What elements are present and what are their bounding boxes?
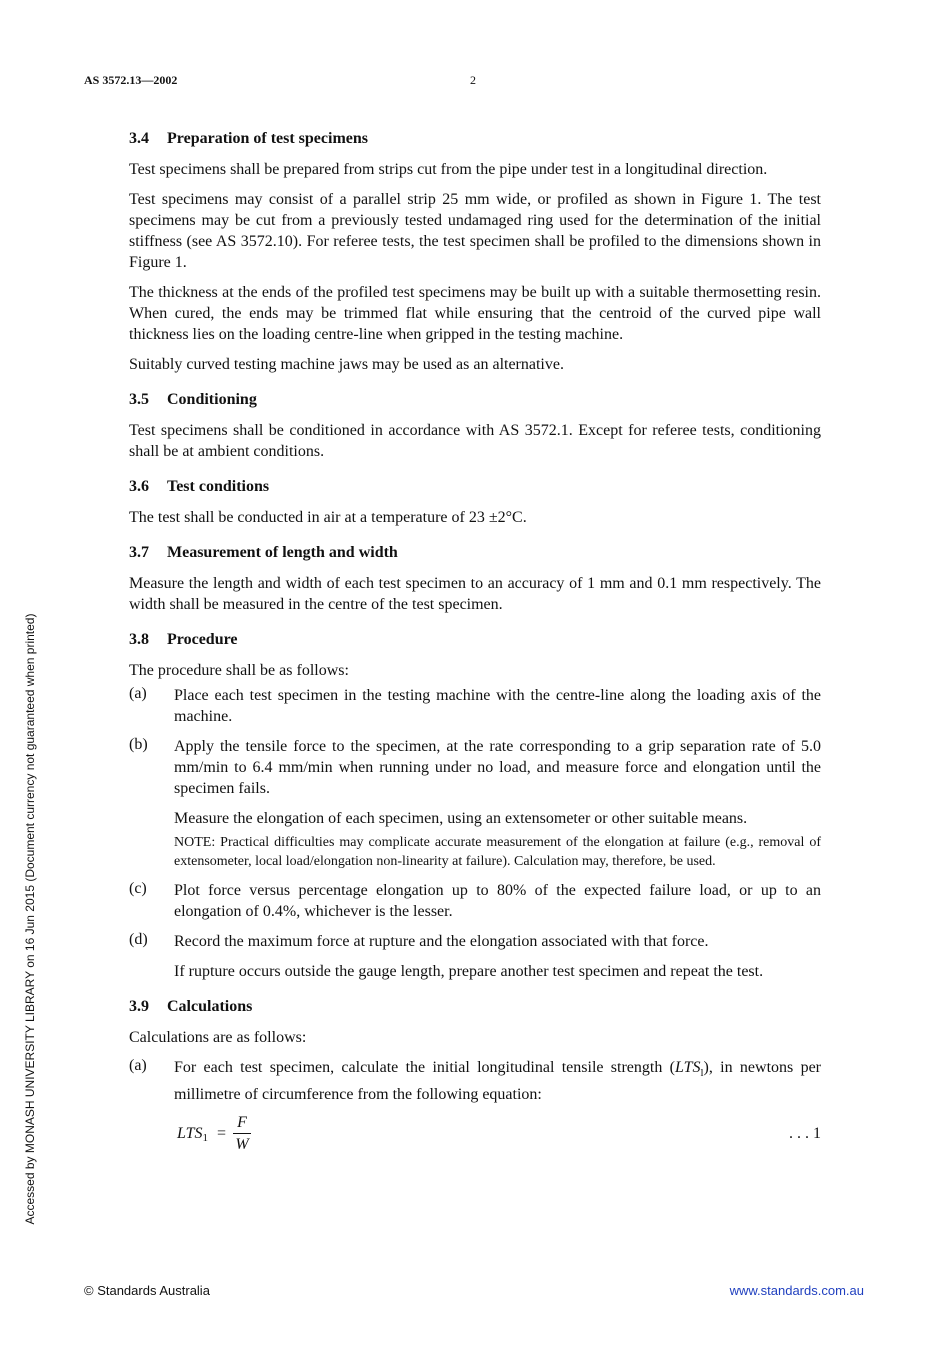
section-heading-3-7: [129, 542, 821, 564]
section-heading-3-9: [129, 996, 821, 1018]
list-text: If rupture occurs outside the gauge length, prepare another test specimen and repeat the test.: [174, 963, 764, 980]
paragraph: Test specimens shall be prepared from strips cut from the pipe under test in a longitudinal direction.: [129, 161, 768, 178]
section-number: 3.9: [129, 998, 149, 1015]
paragraph: Measure the length and width of each test specimen to an accuracy of 1 mm and 0.1 mm respectively. The width shall be measured in the centre of the test specimen.: [129, 575, 821, 613]
variable-lts: LTS: [674, 1059, 701, 1076]
equation-1: [129, 1113, 821, 1159]
list-item: [129, 736, 821, 871]
equation-number: . . . 1: [789, 1125, 821, 1143]
list-item: [129, 685, 821, 727]
paragraph: The thickness at the ends of the profiled test specimens may be built up with a suitable thermosetting resin. When cured, the ends may be trimmed flat while ensuring that the centroid of the curved pipe wall thickness lies on the loading centre-line when gripped in the testing machine.: [129, 284, 821, 343]
equation-lhs-var: LTS: [177, 1125, 203, 1143]
list-label: (d): [129, 931, 148, 948]
list-text: Record the maximum force at rupture and the elongation associated with that force.: [174, 933, 709, 950]
equation-numerator: F: [233, 1113, 251, 1134]
section-title: Measurement of length and width: [167, 544, 398, 561]
section-title: Calculations: [167, 998, 253, 1015]
list-text: Apply the tensile force to the specimen, at the rate corresponding to a grip separation rate of 5.0 mm/min to 6.4 mm/min when running under no load, and measure force and elongation until the specimen fails.: [174, 738, 821, 797]
section-title: Preparation of test specimens: [167, 130, 368, 147]
list-item: [129, 880, 821, 922]
section-title: Test conditions: [167, 478, 270, 495]
footer-website-link[interactable]: www.standards.com.au: [729, 1283, 864, 1298]
document-body: [129, 128, 821, 1159]
variable-subscript: l: [700, 1067, 704, 1080]
section-title: Conditioning: [167, 391, 257, 408]
list-label: (c): [129, 880, 147, 897]
section-heading-3-6: [129, 476, 821, 498]
header-doc-id: AS 3572.13—2002: [84, 73, 178, 87]
list-label: (a): [129, 685, 147, 702]
section-number: 3.4: [129, 130, 149, 147]
paragraph: Test specimens shall be conditioned in accordance with AS 3572.1. Except for referee tests, conditioning shall be at ambient conditions.: [129, 422, 821, 460]
equation-fraction: [233, 1113, 251, 1156]
text-fragment: For each test specimen, calculate the initial longitudinal tensile strength (: [174, 1059, 675, 1076]
list-item: [129, 931, 821, 982]
section-number: 3.6: [129, 478, 149, 495]
list-label: (a): [129, 1057, 147, 1074]
list-text: Plot force versus percentage elongation up to 80% of the expected failure load, or up to an elongation of 0.4%, whichever is the lesser.: [174, 882, 821, 920]
list-text: [174, 1057, 821, 1105]
paragraph: Calculations are as follows:: [129, 1029, 307, 1046]
section-heading-3-4: [129, 128, 821, 150]
section-number: 3.8: [129, 631, 149, 648]
list-label: (b): [129, 736, 148, 753]
list-item: [129, 1057, 821, 1105]
list-text: Measure the elongation of each specimen, using an extensometer or other suitable means.: [174, 810, 748, 827]
header-page-number: 2: [470, 73, 476, 87]
note-text: NOTE: Practical difficulties may complicate accurate measurement of the elongation at failure (e.g., removal of extensometer, local load/elongation non-linearity at failure). Calculation may, therefore, be used.: [174, 835, 821, 869]
list-text: Place each test specimen in the testing machine with the centre-line along the loading axis of the machine.: [174, 687, 821, 725]
equation-lhs-subscript: 1: [202, 1132, 208, 1145]
footer-copyright: © Standards Australia: [84, 1283, 210, 1298]
side-access-note: Accessed by MONASH UNIVERSITY LIBRARY on 16 Jun 2015 (Document currency not guaranteed when printed): [23, 613, 37, 1225]
equation-denominator: W: [235, 1136, 249, 1154]
section-heading-3-8: [129, 629, 821, 651]
section-number: 3.7: [129, 544, 149, 561]
paragraph: Test specimens may consist of a parallel strip 25 mm wide, or profiled as shown in Figure 1. The test specimens may be cut from a previously tested undamaged ring used for the determination of the initial stiffness (see AS 3572.10). For referee tests, the test specimen shall be profiled to the dimensions shown in Figure 1.: [129, 191, 821, 271]
paragraph: Suitably curved testing machine jaws may be used as an alternative.: [129, 356, 564, 373]
paragraph: The procedure shall be as follows:: [129, 662, 349, 679]
section-heading-3-5: [129, 389, 821, 411]
equation-equals: =: [217, 1125, 227, 1143]
paragraph: The test shall be conducted in air at a temperature of 23 ±2°C.: [129, 509, 527, 526]
section-title: Procedure: [167, 631, 238, 648]
equation-lhs: [177, 1125, 208, 1143]
section-number: 3.5: [129, 391, 149, 408]
text-fragment: ), in newtons per millimetre of circumference from the following equation:: [174, 1059, 821, 1104]
